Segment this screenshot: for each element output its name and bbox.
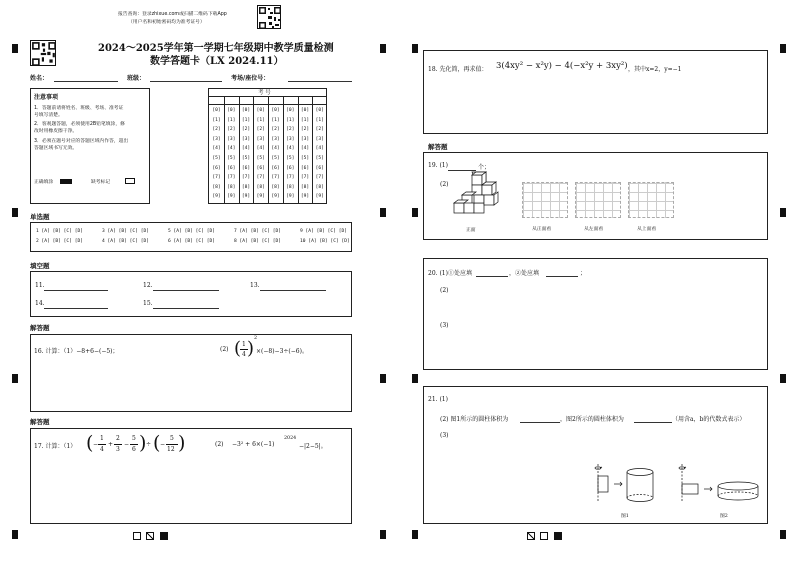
q17-div: ÷ (146, 441, 152, 448)
q16-exponent: 2 (254, 336, 258, 341)
q17-paren-close: ) (139, 432, 147, 454)
exam-digit-bubble[interactable]: [5] (286, 156, 295, 161)
exam-digit-bubble[interactable]: [3] (315, 136, 324, 142)
exam-digit-bubble[interactable]: [3] (227, 136, 236, 142)
exam-digit-bubble[interactable]: [4] (286, 146, 295, 152)
q20-blank-1[interactable] (476, 276, 508, 277)
exam-digit-bubble[interactable]: [7] (300, 175, 310, 181)
q17-expr2b: −|2−5|。 (299, 443, 327, 450)
exam-digit-bubble[interactable]: [6] (256, 165, 265, 171)
q19-part2: (2) (440, 181, 449, 188)
corner-mark (380, 530, 386, 539)
exam-digit-bubble[interactable]: [1] (256, 117, 265, 123)
corner-mark (12, 44, 18, 53)
exam-digit-bubble[interactable]: [1] (315, 117, 324, 123)
section-answer-3: 解答题 (428, 143, 448, 151)
q20-part3: (3) (440, 322, 449, 329)
page-marker (540, 532, 548, 540)
qr-code-top (257, 5, 281, 29)
notice-item-2a: 2．客观题答题，必须使用2B铅笔填涂，修 (34, 122, 125, 127)
q18-label: 18. 先化简，再求值： (428, 66, 488, 73)
q20-blank-2[interactable] (546, 276, 578, 277)
exam-digit-bubble[interactable]: [7] (227, 175, 236, 181)
exam-digit-bubble[interactable]: [5] (212, 156, 221, 161)
exam-digit-bubble[interactable]: [5] (227, 156, 236, 161)
view-grid-front[interactable] (522, 182, 568, 218)
exam-digit-bubble[interactable]: [7] (256, 175, 265, 181)
q17-f2-bar (114, 444, 122, 445)
corner-mark (780, 530, 786, 539)
exam-digit-bubble[interactable]: [2] (300, 127, 310, 133)
corner-mark (12, 374, 18, 383)
exam-digit-bubble[interactable]: [5] (256, 156, 265, 161)
choice-question-10[interactable]: 10 [A] [B] [C] [D] (300, 239, 350, 244)
q21-part2: (2) 图1所示的圆柱体积为 (440, 416, 509, 423)
exam-digit-bubble[interactable]: [2] (271, 127, 280, 133)
corner-mark (780, 44, 786, 53)
exam-digit-bubble[interactable]: [6] (241, 165, 251, 171)
seat-field[interactable] (288, 81, 352, 82)
q17-paren2-open: ( (153, 432, 161, 454)
exam-digit-bubble[interactable]: [7] (286, 175, 295, 181)
fill-q15-label: 15. (143, 300, 153, 307)
view-top-label: 从上面看 (637, 227, 657, 232)
section-single-choice: 单选题 (30, 213, 50, 221)
corner-mark (412, 374, 418, 383)
class-field[interactable] (150, 81, 222, 82)
q19-label: 19. (1) (428, 162, 448, 169)
q20-end: ； (580, 270, 587, 277)
exam-digit-bubble[interactable]: [1] (286, 117, 295, 123)
exam-digit-bubble[interactable]: [0] (286, 108, 295, 113)
fig1-label: 图1 (621, 514, 629, 519)
exam-digit-bubble[interactable]: [3] (256, 136, 265, 142)
exam-digit-bubble[interactable]: [8] (300, 184, 310, 190)
exam-digit-bubble[interactable]: [4] (256, 146, 265, 152)
corner-mark (12, 208, 18, 217)
q17-f3-num: 5 (132, 435, 136, 442)
absent-mark-box[interactable] (125, 178, 135, 184)
q17-paren-open: ( (86, 432, 94, 454)
view-grid-top[interactable] (628, 182, 674, 218)
exam-digit-bubble[interactable]: [7] (271, 175, 280, 181)
q17-f3-bar (130, 444, 138, 445)
corner-mark (780, 208, 786, 217)
q17-exp2: 2024 (284, 436, 297, 441)
corner-mark (412, 530, 418, 539)
exam-digit-bubble[interactable]: [0] (315, 108, 324, 113)
exam-digit-bubble[interactable]: [0] (241, 108, 251, 113)
exam-digit-bubble[interactable]: [3] (271, 136, 280, 142)
exam-digit-bubble[interactable]: [9] (241, 194, 251, 200)
q16-frac-num: 1 (242, 341, 246, 348)
section-fill-blank: 填空题 (30, 262, 50, 270)
exam-number-title: 考 号 (258, 90, 271, 96)
exam-digit-bubble[interactable]: [6] (315, 165, 324, 171)
q17-neg: − (93, 441, 99, 448)
page-marker (133, 532, 141, 540)
cube-figure (452, 170, 512, 224)
corner-mark (412, 208, 418, 217)
q17-f1-den: 4 (100, 446, 104, 453)
exam-digit-bubble[interactable]: [1] (212, 117, 221, 123)
exam-digit-bubble[interactable]: [3] (241, 136, 251, 142)
q17-f2-num: 2 (116, 435, 120, 442)
fill-q13-label: 13. (250, 282, 260, 289)
choice-question-6[interactable]: 6 [A] [B] [C] [D] (168, 239, 216, 244)
q21-part3: (3) (440, 432, 449, 439)
choice-question-2[interactable]: 2 [A] [B] [C] [D] (36, 239, 84, 244)
fig2-label: 图2 (720, 514, 728, 519)
choice-question-3[interactable]: 3 [A] [B] [C] [D] (102, 229, 150, 234)
q17-paren2-close: ) (178, 432, 186, 454)
exam-digit-bubble[interactable]: [5] (315, 156, 324, 161)
choice-question-5[interactable]: 5 [A] [B] [C] [D] (168, 229, 216, 234)
corner-mark (380, 44, 386, 53)
exam-digit-bubble[interactable]: [1] (241, 117, 251, 123)
q16-paren-close: ) (247, 338, 255, 359)
fill-q11-field[interactable] (44, 290, 108, 291)
exam-digit-bubble[interactable]: [3] (212, 136, 221, 142)
q21-end: （用含a，b的代数式表示） (672, 416, 746, 423)
fill-q15-field[interactable] (153, 308, 219, 309)
exam-digit-bubble[interactable]: [4] (227, 146, 236, 152)
exam-digit-bubble[interactable]: [9] (212, 194, 221, 200)
absent-mark-label: 缺考标记 (91, 180, 111, 185)
seat-label: 考场/座位号： (231, 75, 270, 82)
q17-f2-den: 3 (116, 446, 120, 453)
exam-digit-bubble[interactable]: [9] (300, 194, 310, 200)
cylinder-figure-2 (676, 462, 766, 512)
exam-digit-bubble[interactable]: [7] (241, 175, 251, 181)
q18-expr: 3(4xy² − x²y) − 4(−x²y + 3xy²) (496, 61, 628, 71)
q20-label: 20. (1)①处应填 (428, 270, 472, 277)
q17-f3-den: 6 (132, 446, 136, 453)
q16-frac-den: 4 (242, 351, 246, 358)
corner-mark (380, 374, 386, 383)
q17-f4-num: 5 (170, 435, 174, 442)
exam-digit-bubble[interactable]: [5] (241, 156, 251, 161)
report-notice: 报告查询：登录zhixue.com或扫描二维码下载App (118, 12, 227, 17)
exam-digit-bubble[interactable]: [2] (315, 127, 324, 133)
exam-digit-bubble[interactable]: [8] (227, 184, 236, 190)
exam-digit-bubble[interactable]: [8] (212, 184, 221, 190)
q20-mid: ，②处应填 (509, 270, 540, 277)
page-marker (146, 532, 154, 540)
view-front-label: 从正面看 (532, 227, 552, 232)
q20-answer-box[interactable] (423, 258, 768, 370)
notice-item-3a: 3．必须在题号对应的答题区域内作答，超出 (34, 139, 129, 144)
exam-digit-bubble[interactable]: [8] (241, 184, 251, 190)
q16-paren: ( (234, 338, 242, 359)
exam-digit-bubble[interactable]: [8] (256, 184, 265, 190)
choice-question-8[interactable]: 8 [A] [B] [C] [D] (234, 239, 282, 244)
exam-digit-bubble[interactable]: [7] (212, 175, 221, 181)
notice-item-1b: 号填写清楚。 (34, 113, 63, 118)
fill-q14-label: 14. (35, 300, 45, 307)
exam-digit-bubble[interactable]: [2] (227, 127, 236, 133)
report-notice-sub: （用户名和初始密码均为准考证号） (128, 20, 205, 25)
notice-item-2b: 改时用橡皮擦干净。 (34, 129, 78, 134)
corner-mark (412, 44, 418, 53)
exam-digit-bubble[interactable]: [4] (315, 146, 324, 152)
exam-digit-bubble[interactable]: [9] (286, 194, 295, 200)
q19-front-label: 正面 (466, 228, 476, 233)
view-left-label: 从左面看 (584, 227, 604, 232)
q21-blank-2[interactable] (634, 422, 672, 423)
cylinder-figure-1 (592, 462, 662, 512)
section-answer-1: 解答题 (30, 324, 50, 332)
exam-digit-bubble[interactable]: [9] (315, 194, 324, 200)
q17-f4-den: 12 (167, 446, 175, 453)
q19-unit: 个； (478, 164, 491, 171)
exam-digit-bubble[interactable]: [9] (256, 194, 265, 200)
corner-mark (12, 530, 18, 539)
exam-digit-bubble[interactable]: [5] (271, 156, 280, 161)
q20-part2: (2) (440, 287, 449, 294)
view-grid-left[interactable] (575, 182, 621, 218)
exam-digit-bubble[interactable]: [6] (300, 165, 310, 171)
q16-label: 16. 计算：（1）−8+6−(−5)； (34, 348, 119, 355)
exam-digit-bubble[interactable]: [4] (300, 146, 310, 152)
fill-blank-box (30, 271, 352, 317)
fill-correct-sample (60, 179, 72, 184)
fill-correct-label: 正确填涂 (34, 180, 54, 185)
name-label: 姓名： (30, 75, 49, 82)
exam-digit-bubble[interactable]: [2] (241, 127, 251, 133)
fill-q13-field[interactable] (260, 290, 326, 291)
fill-q14-field[interactable] (44, 308, 108, 309)
q21-mid: ，图2所示的圆柱体积为 (560, 416, 624, 423)
fill-q12-field[interactable] (153, 290, 219, 291)
q21-blank-1[interactable] (520, 422, 560, 423)
exam-digit-bubble[interactable]: [6] (227, 165, 236, 171)
exam-digit-bubble[interactable]: [0] (271, 108, 280, 113)
exam-digit-bubble[interactable]: [6] (286, 165, 295, 171)
q17-plus: + (108, 441, 114, 448)
exam-digit-bubble[interactable]: [2] (212, 127, 221, 133)
notice-title: 注意事项 (34, 94, 59, 101)
exam-digit-bubble[interactable]: [1] (227, 117, 236, 123)
exam-digit-bubble[interactable]: [0] (227, 108, 236, 113)
page-marker (160, 532, 168, 540)
q16-expr-tail: ×(−8)−3÷(−6)。 (256, 348, 308, 355)
exam-digit-bubble[interactable]: [0] (212, 108, 221, 113)
q16-part2: (2) (220, 346, 229, 353)
q17-part2: (2) (215, 441, 224, 448)
q17-f4-bar (166, 444, 178, 445)
choice-question-7[interactable]: 7 [A] [B] [C] [D] (234, 229, 282, 234)
exam-digit-bubble[interactable]: [8] (286, 184, 295, 190)
exam-digit-bubble[interactable]: [4] (241, 146, 251, 152)
page-marker (554, 532, 562, 540)
exam-digit-bubble[interactable]: [1] (271, 117, 280, 123)
page-subtitle: 数学答题卡（LX 2024.11） (150, 56, 284, 67)
fill-q11-label: 11. (35, 282, 45, 289)
q17-expr2: −3² + 6×(−1) (232, 441, 275, 448)
exam-digit-bubble[interactable]: [2] (286, 127, 295, 133)
choice-question-4[interactable]: 4 [A] [B] [C] [D] (102, 239, 150, 244)
notice-item-1a: 1．答题前请将姓名、班级、考场、准考证 (34, 106, 124, 111)
q17-f1-num: 1 (100, 435, 104, 442)
fill-q12-label: 12. (143, 282, 153, 289)
exam-digit-bubble[interactable]: [0] (300, 108, 310, 113)
page-title: 2024～2025学年第一学期七年级期中教学质量检测 (98, 43, 334, 54)
exam-digit-bubble[interactable]: [3] (286, 136, 295, 142)
exam-digit-bubble[interactable]: [8] (271, 184, 280, 190)
single-choice-box (30, 222, 352, 252)
exam-digit-bubble[interactable]: [4] (271, 146, 280, 152)
exam-digit-bubble[interactable]: [3] (300, 136, 310, 142)
q17-label: 17. 计算：（1） (34, 443, 77, 450)
q17-neg2: − (160, 441, 166, 448)
q21-label: 21. (1) (428, 396, 448, 403)
q18-condition: ，其中x=2，y=−1 (628, 66, 682, 73)
section-answer-2: 解答题 (30, 418, 50, 426)
page-marker (527, 532, 535, 540)
exam-digit-bubble[interactable]: [4] (212, 146, 221, 152)
exam-digit-bubble[interactable]: [9] (227, 194, 236, 200)
exam-digit-bubble[interactable]: [6] (271, 165, 280, 171)
corner-mark (780, 374, 786, 383)
q17-f1-bar (98, 444, 106, 445)
exam-digit-bubble[interactable]: [1] (300, 117, 310, 123)
exam-digit-bubble[interactable]: [6] (212, 165, 221, 171)
choice-question-9[interactable]: 9 [A] [B] [C] [D] (300, 229, 348, 234)
notice-item-3b: 答题区域书写无效。 (34, 146, 78, 151)
exam-digit-bubble[interactable]: [9] (271, 194, 280, 200)
qr-code-left (30, 40, 56, 66)
choice-question-1[interactable]: 1 [A] [B] [C] [D] (36, 229, 84, 234)
exam-digit-bubble[interactable]: [0] (256, 108, 265, 113)
name-field[interactable] (54, 81, 118, 82)
q17-minus: − (124, 441, 130, 448)
exam-digit-bubble[interactable]: [8] (315, 184, 324, 190)
exam-digit-bubble[interactable]: [7] (315, 175, 324, 181)
corner-mark (380, 208, 386, 217)
exam-digit-bubble[interactable]: [5] (300, 156, 310, 161)
class-label: 班级： (127, 75, 146, 82)
exam-digit-bubble[interactable]: [2] (256, 127, 265, 133)
